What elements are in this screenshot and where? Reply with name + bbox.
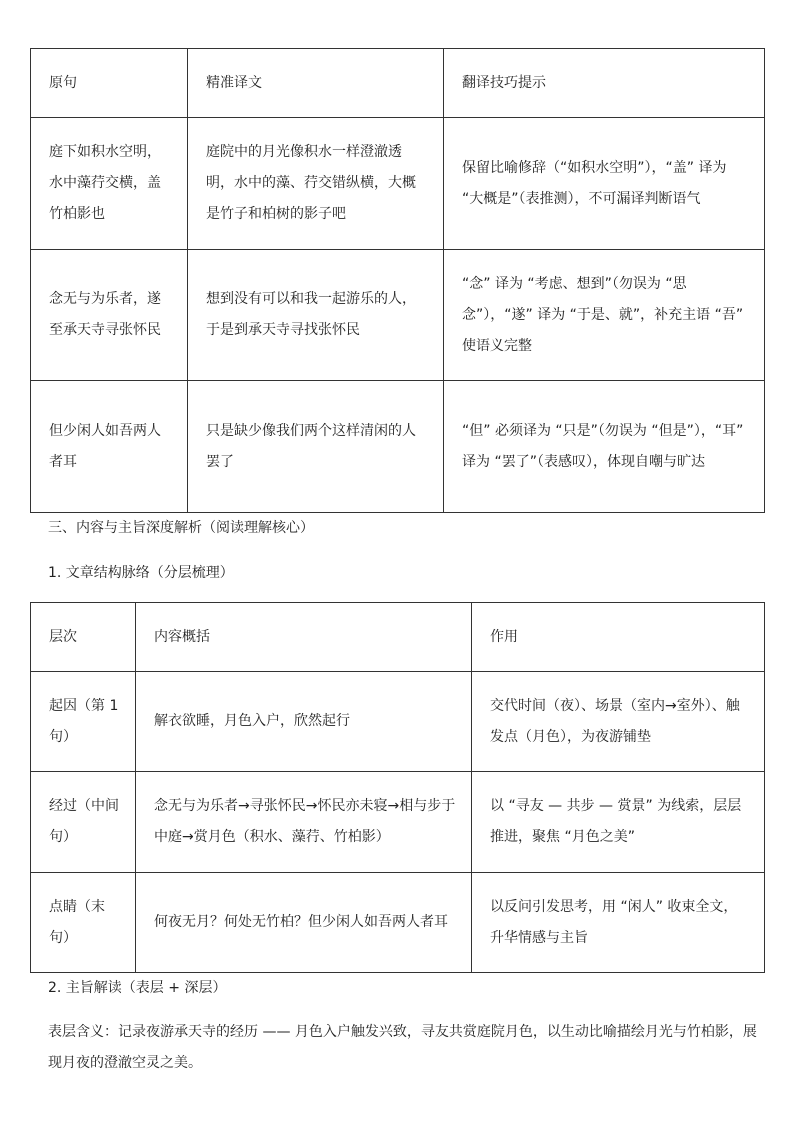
table-cell: 想到没有可以和我一起游乐的人，于是到承天寺寻找张怀民 xyxy=(188,250,444,381)
table-cell: 只是缺少像我们两个这样清闲的人罢了 xyxy=(188,381,444,513)
table-row xyxy=(31,381,765,513)
header-cell: 翻译技巧提示 xyxy=(444,49,765,118)
header-cell: 层次 xyxy=(31,603,136,672)
section-heading: 三、内容与主旨深度解析（阅读理解核心） xyxy=(48,520,314,536)
table-cell: 交代时间（夜）、场景（室内→室外）、触发点（月色），为夜游铺垫 xyxy=(472,672,765,772)
table-cell: 念无与为乐者→寻张怀民→怀民亦未寝→相与步于中庭→赏月色（积水、藻荇、竹柏影） xyxy=(136,772,472,873)
table-cell: 庭下如积水空明，水中藻荇交横，盖竹柏影也 xyxy=(31,118,188,250)
table-cell: 点睛（末句） xyxy=(31,873,136,973)
subsection-heading: 1. 文章结构脉络（分层梳理） xyxy=(48,565,234,581)
header-cell: 精准译文 xyxy=(188,49,444,118)
table-cell: “念” 译为 “考虑、想到”（勿误为 “思念”），“遂” 译为 “于是、就”，补充主语 “吾” 使语义完整 xyxy=(444,250,765,381)
translation-table xyxy=(30,48,765,513)
table-cell: 念无与为乐者，遂至承天寺寻张怀民 xyxy=(31,250,188,381)
table-header-row xyxy=(31,603,765,672)
table-cell: 经过（中间句） xyxy=(31,772,136,873)
table-row xyxy=(31,873,765,973)
table-cell: 但少闲人如吾两人者耳 xyxy=(31,381,188,513)
paragraph: 表层含义：记录夜游承天寺的经历 —— 月色入户触发兴致，寻友共赏庭院月色，以生动比喻描绘月光与竹柏影，展现月夜的澄澈空灵之美。 xyxy=(48,1024,757,1071)
table-cell: 起因（第 1 句） xyxy=(31,672,136,772)
table-cell: 以反问引发思考，用 “闲人” 收束全文，升华情感与主旨 xyxy=(472,873,765,973)
table-cell: 何夜无月？何处无竹柏？但少闲人如吾两人者耳 xyxy=(136,873,472,973)
table-row xyxy=(31,118,765,250)
header-cell: 作用 xyxy=(472,603,765,672)
table-cell: 庭院中的月光像积水一样澄澈透明，水中的藻、荇交错纵横，大概是竹子和柏树的影子吧 xyxy=(188,118,444,250)
header-cell: 原句 xyxy=(31,49,188,118)
table-row xyxy=(31,772,765,873)
table-cell: “但” 必须译为 “只是”（勿误为 “但是”），“耳” 译为 “罢了”（表感叹），体现自嘲与旷达 xyxy=(444,381,765,513)
subsection-heading: 2. 主旨解读（表层 + 深层） xyxy=(48,980,227,996)
table-cell: 解衣欲睡，月色入户，欣然起行 xyxy=(136,672,472,772)
table-row xyxy=(31,672,765,772)
table-cell: 以 “寻友 — 共步 — 赏景” 为线索，层层推进，聚焦 “月色之美” xyxy=(472,772,765,873)
table-header-row xyxy=(31,49,765,118)
structure-table xyxy=(30,602,765,973)
header-cell: 内容概括 xyxy=(136,603,472,672)
table-row xyxy=(31,250,765,381)
table-cell: 保留比喻修辞（“如积水空明”），“盖” 译为 “大概是”（表推测），不可漏译判断语气 xyxy=(444,118,765,250)
